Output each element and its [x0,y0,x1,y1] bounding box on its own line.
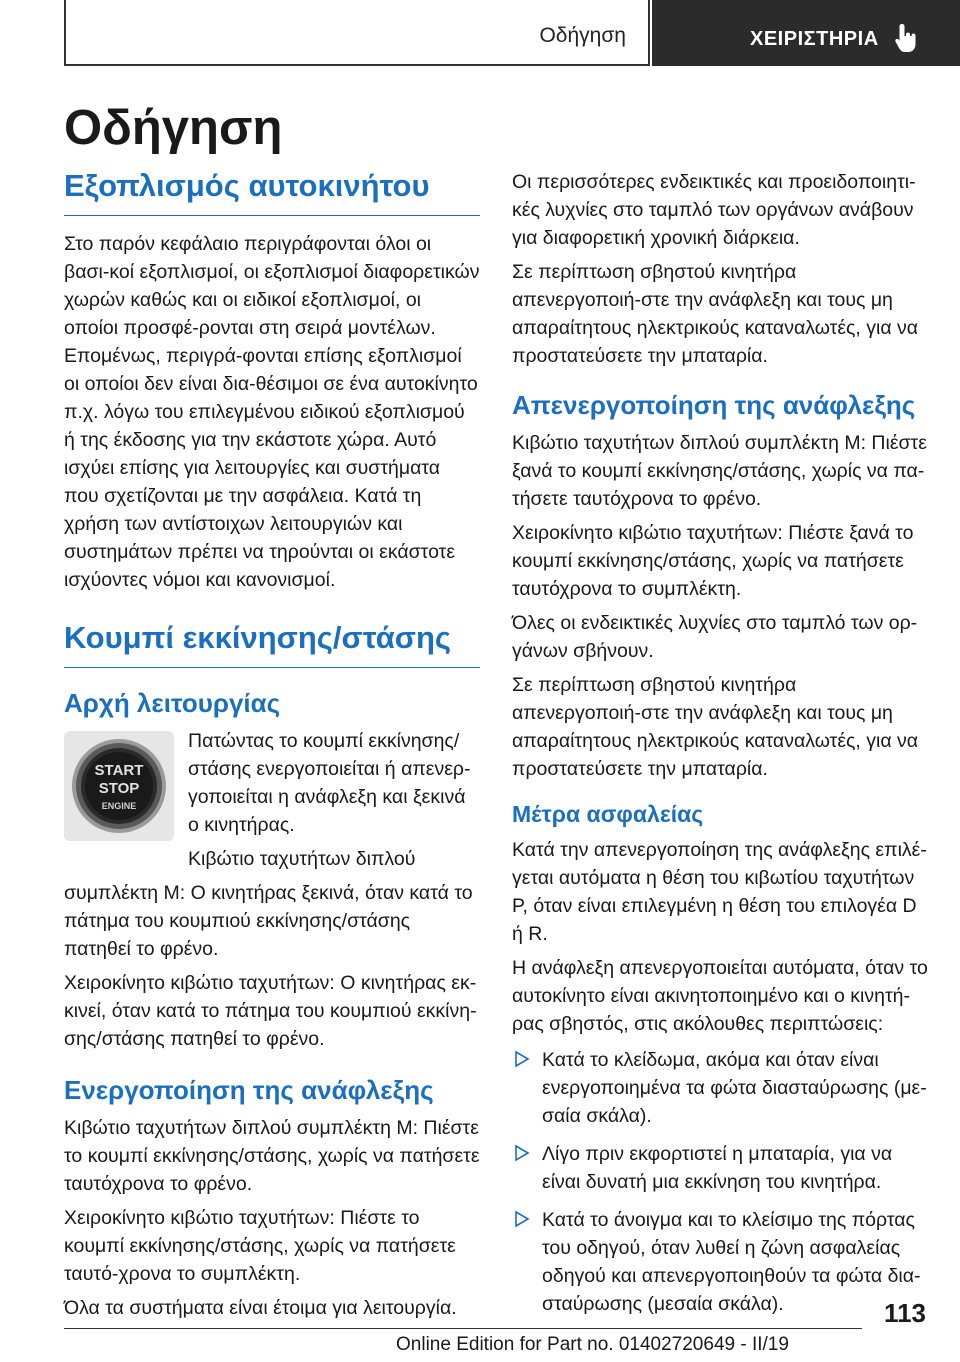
equipment-heading: Εξοπλισμός αυτοκινήτου [64,168,480,216]
bullet-text: Λίγο πριν εκφορτιστεί η μπαταρία, για να είναι δυνατή μια εκκίνηση του κινητήρα. [542,1143,893,1193]
safety-heading: Μέτρα ασφαλείας [512,801,704,827]
left-column [64,168,480,1328]
stop-label: STOP [98,780,140,797]
ignition-off-heading: Απενεργοποίηση της ανάφλεξης [512,390,916,420]
intro-text1: Οι περισσότερες ενδεικτικές και προειδοποιητι-κές λυχνίες στο ταμπλό των οργάνων ανάβουν για διαφορετική χρονική διάρκεια. [512,171,916,249]
intro-text2: Σε περίπτωση σβηστού κινητήρα απενεργοποιή-στε την ανάφλεξη και τους μη απαραίτητους ηλεκτρικούς καταναλωτές, για να προστατεύσετε την μπαταρία. [512,261,919,367]
section-tab-label: ΧΕΙΡΙΣΤΗΡΙΑ [750,28,879,50]
list-item [512,1140,928,1196]
right-column [512,168,928,1328]
bullet-text: Κατά το κλείδωμα, ακόμα και όταν είναι ενεργοποιημένα τα φώτα διασταύρωσης (με-σαία σκάλα). [542,1049,927,1127]
ignition-on-text3: Όλα τα συστήματα είναι έτοιμα για λειτουργία. [64,1297,457,1319]
start-label: START [94,762,144,779]
start-stop-heading: Κουμπί εκκίνησης/στάσης [64,620,480,668]
section-tab [652,0,960,66]
footer-edition-text: Online Edition for Part no. 01402720649 - II/19 [396,1334,789,1355]
principle-heading: Αρχή λειτουργίας [64,688,281,718]
current-chapter-label: Οδήγηση [539,24,626,47]
ignition-off-text4: Σε περίπτωση σβηστού κινητήρα απενεργοποιή-στε την ανάφλεξη και τους μη απαραίτητους ηλεκτρικούς καταναλωτές, για να προστατεύσετε την μπαταρία. [512,674,919,780]
ignition-off-text2: Χειροκίνητο κιβώτιο ταχυτήτων: Πιέστε ξανά το κουμπί εκκίνησης/στάσης, χωρίς να πατήσετε ταυτόχρονα το συμπλέκτη. [512,522,914,600]
triangle-bullet-icon [514,1144,530,1162]
principle-text: Πατώντας το κουμπί εκκίνησης/στάσης ενεργοποιείται ή απενερ-γοποιείται η ανάφλεξη και ξεκινά ο κινητήρας. [188,730,471,836]
bullet-text: Κατά το άνοιγμα και το κλείσιμο της πόρτας του οδηγού, όταν λυθεί η ζώνη ασφαλείας οδηγού και απενεργοποιηθούν τα φώτα δια-σταύρωσης (μεσαία σκάλα). [542,1209,921,1315]
start-stop-button-image [64,731,174,841]
triangle-bullet-icon [514,1050,530,1068]
page-header [0,0,960,66]
ignition-on-heading: Ενεργοποίηση της ανάφλεξης [64,1075,434,1105]
start-stop-figure [64,727,480,873]
list-item [512,1046,928,1130]
principle-text2-rest: συμπλέκτη M: Ο κινητήρας ξεκινά, όταν κατά το πάτημα του κουμπιού εκκίνησης/στάσης πατηθεί το φρένο. [64,882,473,960]
safety-text1: Κατά την απενεργοποίηση της ανάφλεξης επιλέ-γεται αυτόματα η θέση του κιβωτίου ταχυτήτων P, όταν είναι επιλεγμένη η θέση του επιλογέα D ή R. [512,839,927,945]
safety-text2: Η ανάφλεξη απενεργοποιείται αυτόματα, όταν το αυτοκίνητο είναι ακινητοποιημένο και ο κινητή-ρας σβηστός, στις ακόλουθες περιπτώσεις: [512,957,928,1035]
page-title: Οδήγηση [64,101,283,155]
list-item [512,1206,928,1318]
ignition-off-text3: Όλες οι ενδεικτικές λυχνίες στο ταμπλό των ορ-γάνων σβήνουν. [512,612,918,662]
footer-divider [64,1328,862,1329]
equipment-text: Στο παρόν κεφάλαιο περιγράφονται όλοι οι βασι-κοί εξοπλισμοί, οι εξοπλισμοί διαφορετικών χωρών καθώς και οι ειδικοί εξοπλισμοί, οι οποίοι προσφέ-ρονται στη σειρά μοντέλων. Επομένως, περιγρά-φονται επίσης εξοπλισμοί οι οποίοι δεν είναι δια-θέσιμοι σε ένα αυτοκίνητο π.χ. λόγω του επιλεγμένου ειδικού εξοπλισμού ή της έκδοσης για την εκάστοτε χώρα. Αυτό ισχύει επίσης για λειτουργίες και συστήματα που σχετίζονται με την ασφάλεια. Κατά τη χρήση των αντίστοιχων λειτουργιών και συστημάτων πρέπει να τηρούνται οι εκάστοτε ισχύοντες νόμοι και κανονισμοί. [64,233,480,591]
chapter-tab [64,0,650,66]
engine-label: ENGINE [101,801,137,811]
ignition-off-text1: Κιβώτιο ταχυτήτων διπλού συμπλέκτη M: Πιέστε ξανά το κουμπί εκκίνησης/στάσης, χωρίς να πα-τήσετε ταυτόχρονα το φρένο. [512,432,927,510]
triangle-bullet-icon [514,1210,530,1228]
hand-pointer-icon [892,22,920,54]
safety-bullet-list [512,1046,928,1318]
principle-text-block [188,727,480,873]
page-number: 113 [884,1298,926,1328]
ignition-on-text1: Κιβώτιο ταχυτήτων διπλού συμπλέκτη M: Πιέστε το κουμπί εκκίνησης/στάσης, χωρίς να πατήσετε ταυτόχρονα το φρένο. [64,1117,480,1195]
principle-text3: Χειροκίνητο κιβώτιο ταχυτήτων: Ο κινητήρας εκ-κινεί, όταν κατά το πάτημα του κουμπιού εκκίνη-σης/στάσης πατηθεί το φρένο. [64,972,477,1050]
ignition-on-text2: Χειροκίνητο κιβώτιο ταχυτήτων: Πιέστε το κουμπί εκκίνησης/στάσης, χωρίς να πατήσετε ταυτό-χρονα το συμπλέκτη. [64,1207,456,1285]
principle-text2-start: Κιβώτιο ταχυτήτων διπλού [188,848,416,870]
